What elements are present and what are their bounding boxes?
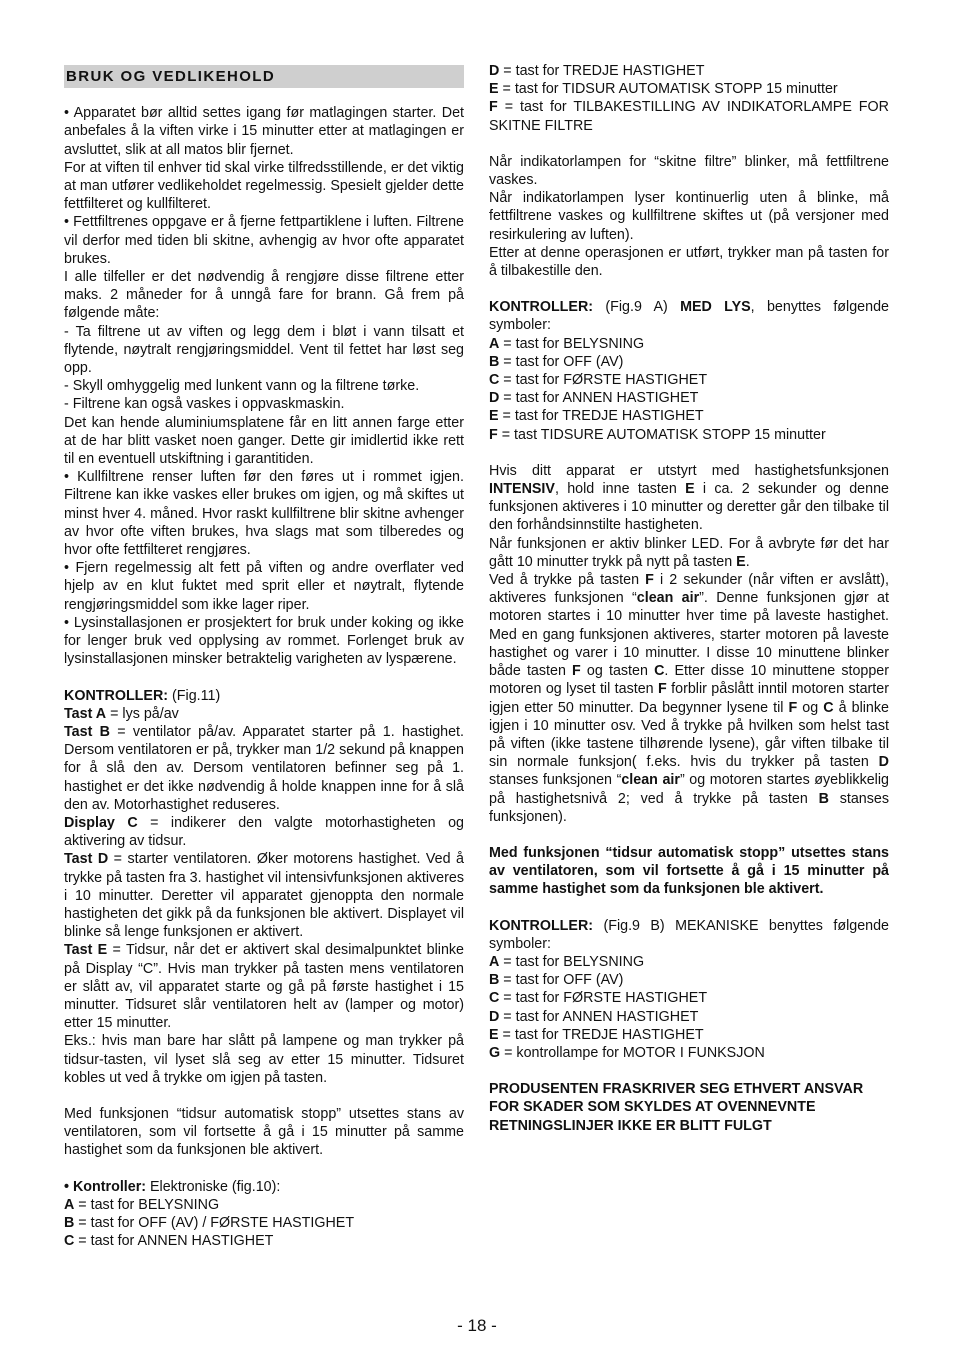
- paragraph: • Fjern regelmessig alt fett på viften og andre overflater ved hjelp av en klut fuktet med sprit eller et nøytralt, flytende rengjøringsmiddel som ikke lager riper.: [64, 560, 464, 613]
- disclaimer: PRODUSENTEN FRASKRIVER SEG ETHVERT ANSVAR FOR SKADER SOM SKYLDES AT OVENNEVNTE RETNINGSLINJER IKKE ER BLITT FULGT: [489, 1081, 864, 1134]
- section-heading: BRUK OG VEDLIKEHOLD: [64, 65, 464, 88]
- control-item: D = tast for ANNEN HASTIGHET: [489, 390, 699, 407]
- kontroller-fig9a-heading: KONTROLLER: (Fig.9 A) MED LYS, benyttes følgende symboler:: [489, 299, 889, 334]
- intensiv-paragraph: Hvis ditt apparat er utstyrt med hastighetsfunksjonen INTENSIV, hold inne tasten E i ca. 2 sekunder og denne funksjonen aktiveres i 10 minutter og deretter går den tilbake til den forhåndsinnstilte hastigheten.: [489, 462, 889, 534]
- paragraph: • Apparatet bør alltid settes igang før matlagingen starter. Det anbefales å la viften virke i 15 minutter etter at matlagingen er avsluttet, slik at all matos blir fjernet.: [64, 105, 464, 158]
- control-item: D = tast for TREDJE HASTIGHET: [489, 63, 705, 79]
- control-item: B = tast for OFF (AV) / FØRSTE HASTIGHET: [64, 1214, 355, 1231]
- control-item: C = tast for FØRSTE HASTIGHET: [489, 990, 708, 1007]
- control-item: C = tast for FØRSTE HASTIGHET: [489, 372, 708, 389]
- paragraph: • Kullfiltrene renser luften før den føres ut i rommet igjen. Filtrene kan ikke vaskes eller brukes om igjen, og må skiftes ut minst hver 4. måned. Hvor raskt kullfiltrene blir skitne avhenger av hvor ofte viften brukes, hva slags mat som tilberedes og hvor ofte fettfilteret rengjøres.: [64, 469, 464, 559]
- right-column: [489, 62, 889, 1135]
- paragraph: Når indikatorlampen for “skitne filtre” blinker, må fettfiltrene vaskes.: [489, 153, 889, 189]
- control-item: Tast E = Tidsur, når det er aktivert skal desimalpunktet blinke på Display “C”. Hvis man trykker på tasten mens ventilatoren er slått av, vil apparatet starte og gå på første hastighet i 15 minutter. Tidsuret slår ventilatoren helt av (lamper og motor) etter 15 minutter.: [64, 942, 464, 1032]
- paragraph: For at viften til enhver tid skal virke tilfredsstillende, er det viktig at man utfører vedlikeholdet regelmessig. Spesielt gjelder dette fettfilteret og kullfilteret.: [64, 159, 464, 213]
- paragraph: - Filtrene kan også vaskes i oppvaskmaskin.: [64, 396, 345, 413]
- control-item: E = tast for TREDJE HASTIGHET: [489, 1026, 704, 1043]
- control-item: F = tast for TILBAKESTILLING AV INDIKATORLAMPE FOR SKITNE FILTRE: [489, 99, 889, 134]
- paragraph: • Lysinstallasjonen er prosjektert for bruk under koking og ikke for lenger bruk ved opplysing av rommet. Forlenget bruk av lysinstallasjonen minsker betraktelig varigheten av lyspærene.: [64, 614, 464, 668]
- paragraph: Det kan hende aluminiumsplatene får en litt annen farge etter at de har blitt vasket noen ganger. Dette gir imidlertid ikke rett til en eventuell utskiftning i garantitiden.: [64, 414, 464, 468]
- paragraph: I alle tilfeller er det nødvendig å rengjøre disse filtrene etter maks. 2 måneder for å unngå fare for brann. Gå frem på følgende måte:: [64, 269, 464, 322]
- control-item: A = tast for BELYSNING: [64, 1196, 220, 1213]
- control-item: E = tast for TIDSUR AUTOMATISK STOPP 15 minutter: [489, 81, 838, 98]
- kontroller-fig11-heading: KONTROLLER: (Fig.11): [64, 687, 221, 704]
- paragraph: • Fettfiltrenes oppgave er å fjerne fettpartiklene i luften. Filtrene vil derfor med tiden bli skitne, avhengig av hvor ofte apparatet brukes.: [64, 214, 464, 267]
- control-item: A = tast for BELYSNING: [489, 953, 645, 970]
- control-item: C = tast for ANNEN HASTIGHET: [64, 1233, 274, 1250]
- control-item: Tast B = ventilator på/av. Apparatet starter på 1. hastighet. Dersom ventilatoren er på, trykker man 1/2 sekund på knappen for å slå den av. Dersom ventilatoren befinner seg på 1. hastighet er det ikke nødvendig å holde knappen inne for å slå den av. Motorhastighet reduseres.: [64, 723, 464, 813]
- control-item: B = tast for OFF (AV): [489, 353, 624, 370]
- paragraph: Når indikatorlampen lyser kontinuerlig uten å blinke, må fettfiltrene vaskes og kullfiltrene skiftes ut (på versjoner med resirkulering av luften).: [489, 190, 889, 243]
- control-item: D = tast for ANNEN HASTIGHET: [489, 1008, 699, 1025]
- paragraph: Etter at denne operasjonen er utført, trykker man på tasten for å tilbakestille den.: [489, 244, 889, 280]
- left-column: [64, 62, 464, 1250]
- kontroller-fig10-heading: • Kontroller: Elektroniske (fig.10):: [64, 1178, 281, 1195]
- control-item: A = tast for BELYSNING: [489, 335, 645, 352]
- example-paragraph: Eks.: hvis man bare har slått på lampene og man trykker på tidsur-tasten, vil lyset slå seg av etter 15 minutter. Tidsuret kobles ut ved å trykke om igjen på tasten.: [64, 1033, 464, 1086]
- timer-note-bold: Med funksjonen “tidsur automatisk stopp” utsettes stans av ventilatoren, som vil fortsette å gå i 15 minutter på samme hastighet som da funksjonen ble aktivert.: [489, 844, 889, 898]
- kontroller-fig9b-heading: KONTROLLER: (Fig.9 B) MEKANISKE benyttes følgende symboler:: [489, 917, 889, 952]
- paragraph: - Ta filtrene ut av viften og legg dem i bløt i vann tilsatt et flytende, nøytralt rengjøringsmiddel. Vent til fettet har løst seg opp.: [64, 323, 464, 377]
- control-item: Tast A = lys på/av: [64, 705, 179, 722]
- timer-note: Med funksjonen “tidsur automatisk stopp” utsettes stans av ventilatoren, som vil fortsette å gå i 15 minutter på samme hastighet som da funksjonen ble aktivert.: [64, 1105, 464, 1159]
- control-item: Tast D = starter ventilatoren. Øker motorens hastighet. Ved å trykke på tasten fra 3. hastighet vil intensivfunksjonen aktiveres i 10 minutter. Deretter vil apparatet gjenoppta den normale hastigheten det gikk på da funksjonen ble aktivert. Displayet vil blinke så lenge funksjonen er aktivert.: [64, 851, 464, 941]
- paragraph: - Skyll omhyggelig med lunkent vann og la filtrene tørke.: [64, 378, 420, 395]
- control-item: F = tast TIDSURE AUTOMATISK STOPP 15 minutter: [489, 426, 826, 443]
- control-item: Display C = indikerer den valgte motorhastigheten og aktivering av tidsur.: [64, 814, 465, 850]
- control-item: B = tast for OFF (AV): [489, 972, 624, 989]
- intensiv-led-paragraph: Når funksjonen er aktiv blinker LED. For å avbryte før det har gått 10 minutter trykk på nytt på tasten E.: [489, 535, 889, 570]
- control-item: G = kontrollampe for MOTOR I FUNKSJON: [489, 1044, 765, 1061]
- clean-air-paragraph: Ved å trykke på tasten F i 2 sekunder (når viften er avslått), aktiveres funksjonen “clean air”. Denne funksjonen gjør at motoren startes i 10 minutter hver time på laveste hastighet. Med en gang funksjonen aktiveres, starter motoren på laveste hastighet og varer i 10 minutter. I disse 10 minuttene blinker både tasten F og tasten C. Etter disse 10 minuttene stopper motoren og lyset til tasten F forblir påslått inntil motoren starter igjen etter 50 minutter. Da begynner lysene til F og C å blinke igjen i 10 minutter osv. Ved å trykke på hvilken som helst tast på viften (ikke tastene tilhørende lysene), går viften tilbake til sin normale funksjon( f.eks. hvis du trykker på tasten D stanses funksjonen “clean air” og motoren startes øyeblikkelig på hastighetsnivå 2; ved å trykke på tasten B stanses funksjonen).: [489, 572, 890, 825]
- control-item: E = tast for TREDJE HASTIGHET: [489, 408, 704, 425]
- page-number: - 18 -: [457, 1316, 497, 1335]
